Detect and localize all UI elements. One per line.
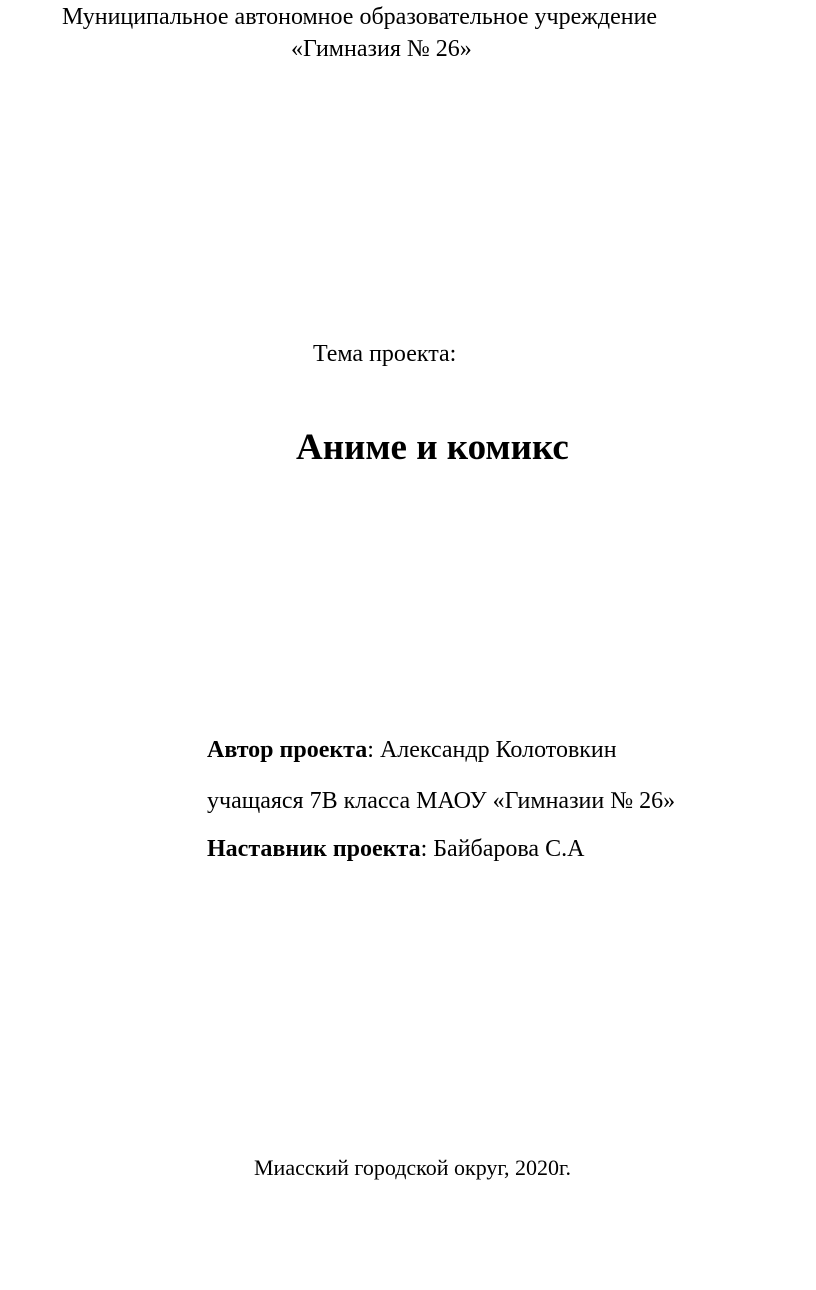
student-class-line: учащаяся 7В класса МАОУ «Гимназии № 26» <box>207 788 676 814</box>
mentor-line <box>207 835 584 863</box>
author-separator: : <box>367 737 380 763</box>
author-name: Александр Колотовкин <box>379 737 617 763</box>
institution-name-line-2: «Гимназия № 26» <box>291 36 472 62</box>
project-title: Аниме и комикс <box>296 427 569 468</box>
mentor-separator: : <box>420 836 434 862</box>
mentor-name: Байбарова С.А <box>433 836 585 862</box>
place-and-year: Миасский городской округ, 2020г. <box>254 1155 571 1180</box>
institution-name-line-1: Муниципальное автономное образовательное учреждение <box>62 4 658 30</box>
author-label: Автор проекта <box>207 737 368 763</box>
project-topic-label: Тема проекта: <box>313 341 457 367</box>
author-line <box>207 736 617 764</box>
mentor-label: Наставник проекта <box>207 836 421 862</box>
